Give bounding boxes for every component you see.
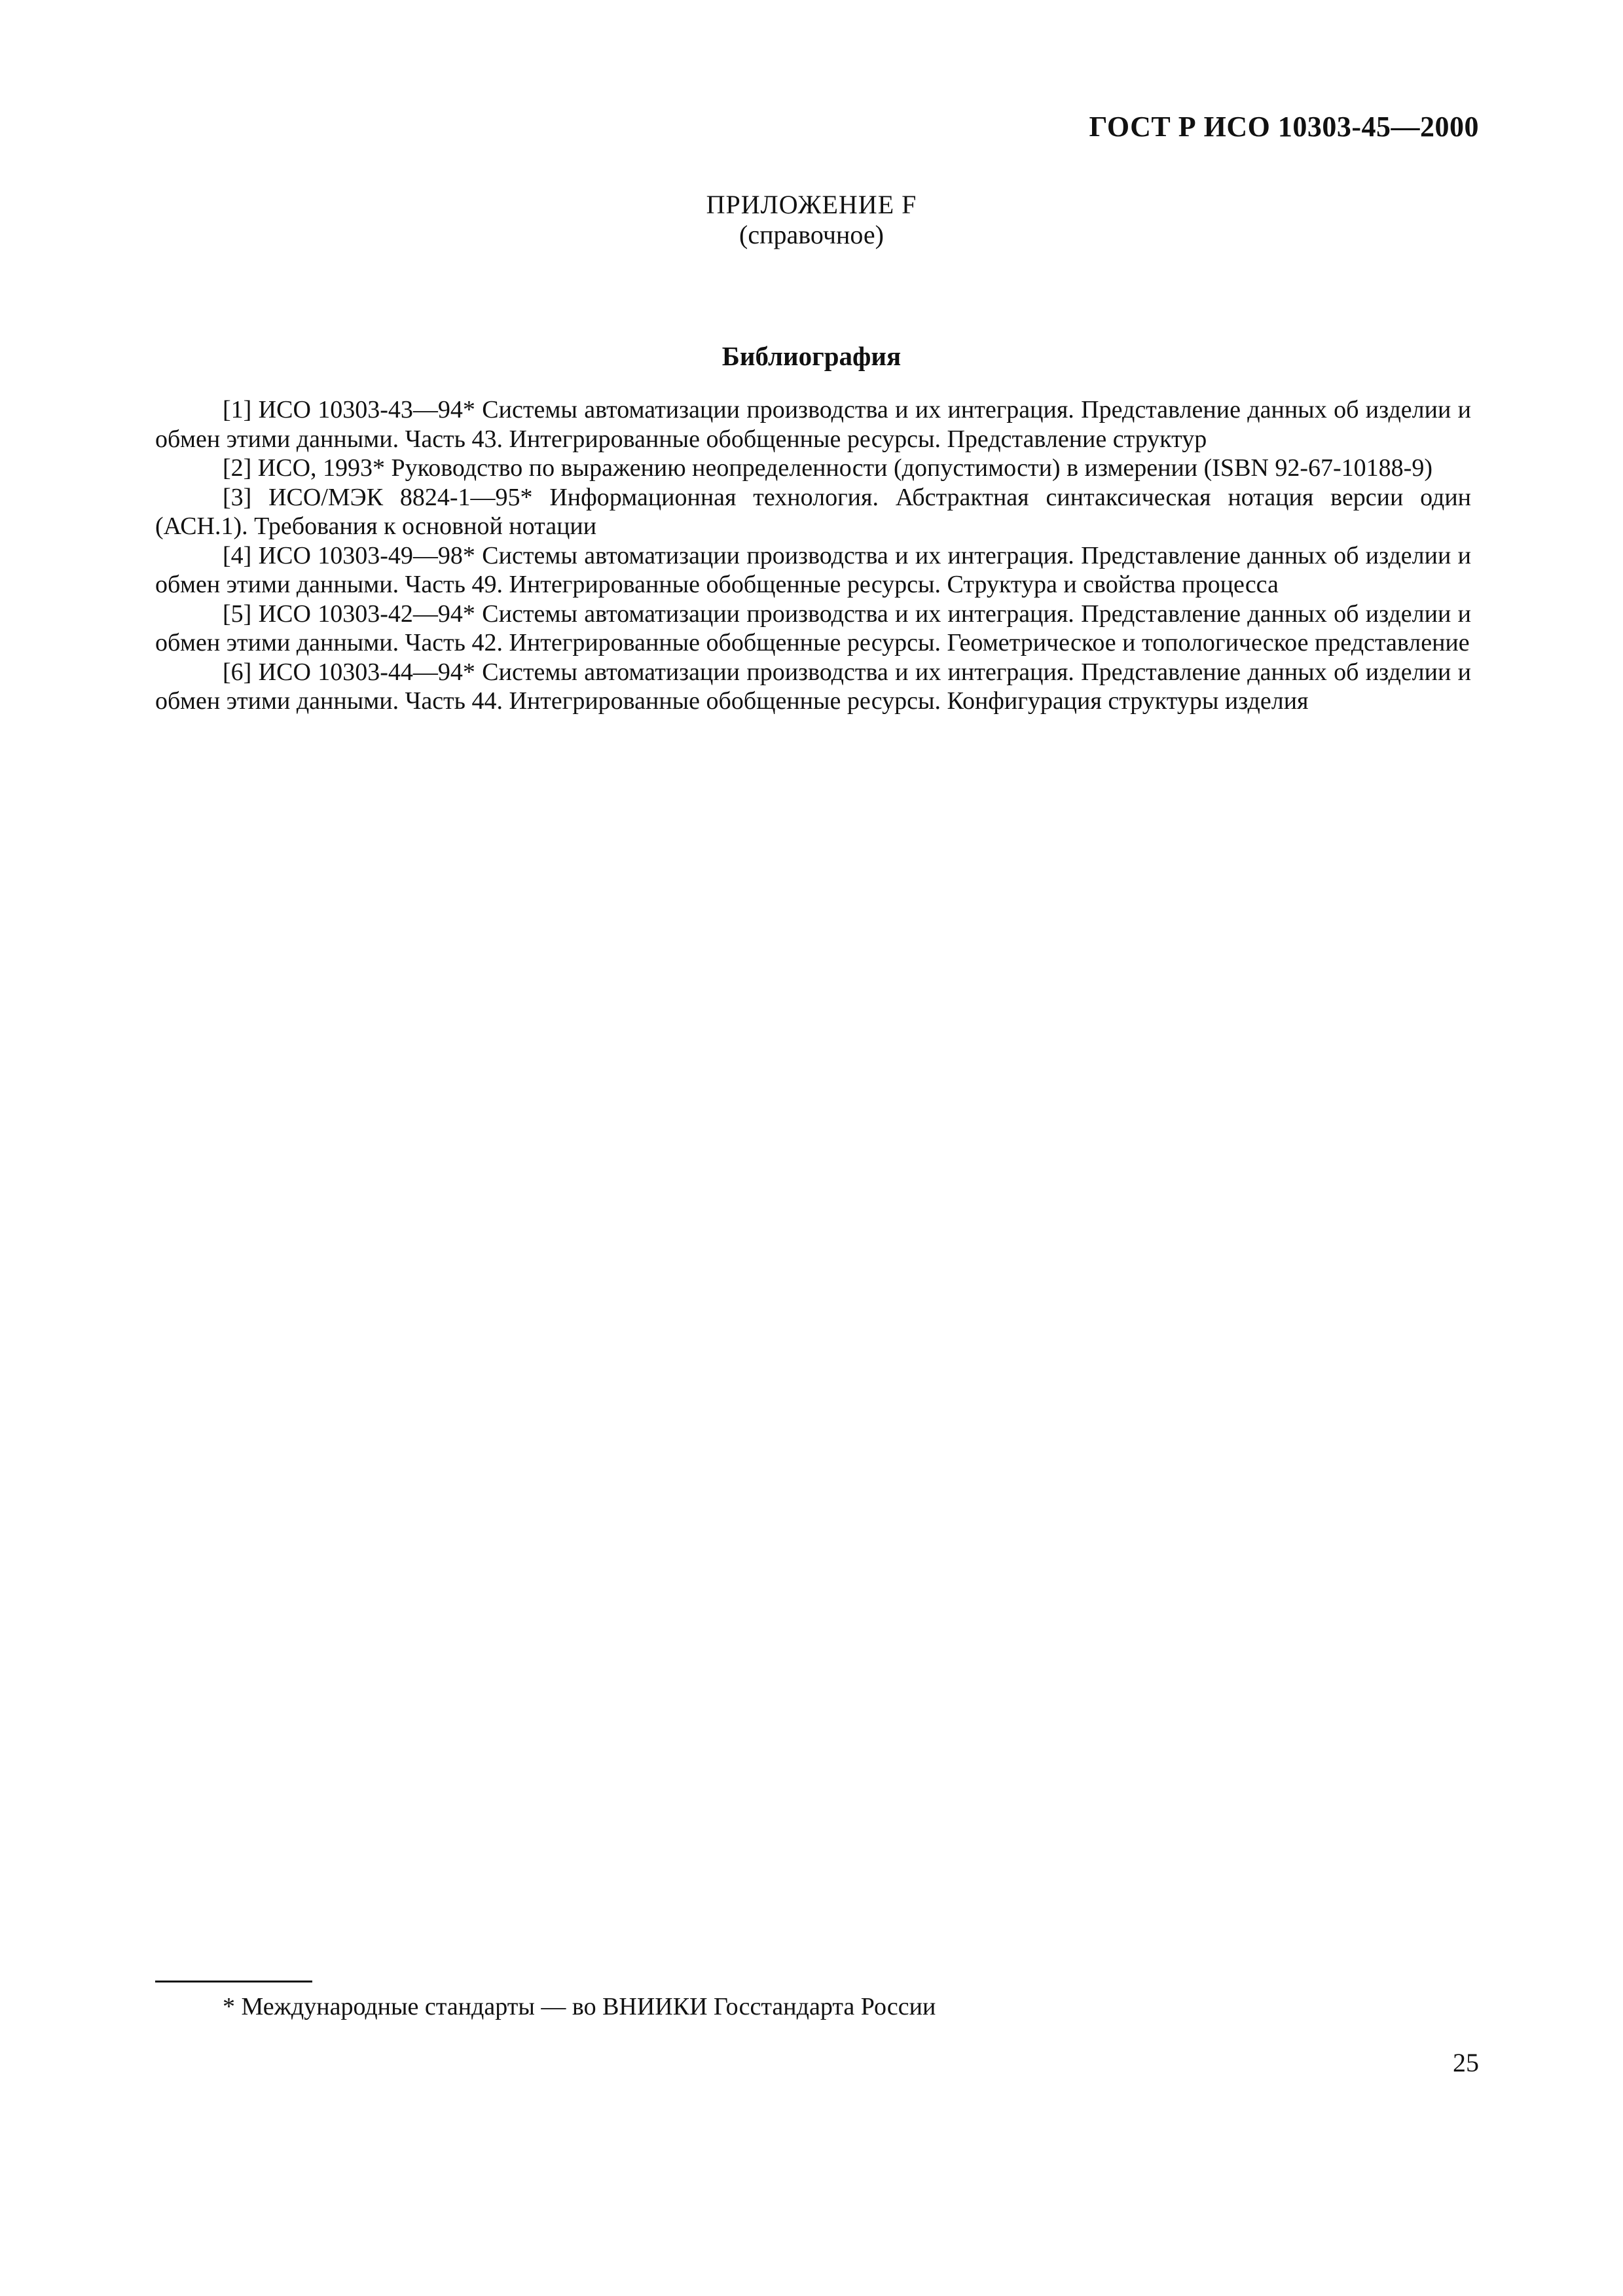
appendix-title: ПРИЛОЖЕНИЕ F [706, 190, 917, 219]
document-code-header: ГОСТ Р ИСО 10303-45—2000 [1089, 111, 1479, 143]
bibliography-entry: [6] ИСО 10303-44—94* Системы автоматизации производства и их интеграция. Представление данных об изделии и обмен этими данными. Часть 44. Интегрированные обобщенные ресурсы. Конфигурация структуры изделия [155, 658, 1471, 715]
bibliography-entry: [5] ИСО 10303-42—94* Системы автоматизации производства и их интеграция. Представление данных об изделии и обмен этими данными. Часть 42. Интегрированные обобщенные ресурсы. Геометрическое и топологическое представление [155, 600, 1471, 656]
appendix-subtitle: (справочное) [739, 220, 884, 249]
page-number: 25 [1453, 2048, 1479, 2077]
footnote-divider [155, 1981, 312, 1982]
bibliography-entry: [4] ИСО 10303-49—98* Системы автоматизации производства и их интеграция. Представление данных об изделии и обмен этими данными. Часть 49. Интегрированные обобщенные ресурсы. Структура и свойства процесса [155, 541, 1471, 598]
section-title: Библиография [721, 341, 902, 371]
bibliography-entry: [3] ИСО/МЭК 8824-1—95* Информационная технология. Абстрактная синтаксическая нотация версии один (АСН.1). Требования к основной нотации [155, 483, 1471, 540]
appendix-heading [0, 190, 1623, 250]
footnote: * Международные стандарты — во ВНИИКИ Госстандарта России [223, 1993, 936, 2020]
bibliography-list [155, 395, 1471, 716]
bibliography-entry: [2] ИСО, 1993* Руководство по выражению неопределенности (допустимости) в измерении (ISBN 92-67-10188-9) [223, 454, 1432, 482]
bibliography-entry: [1] ИСО 10303-43—94* Системы автоматизации производства и их интеграция. Представление данных об изделии и обмен этими данными. Часть 43. Интегрированные обобщенные ресурсы. Представление структур [155, 396, 1471, 453]
